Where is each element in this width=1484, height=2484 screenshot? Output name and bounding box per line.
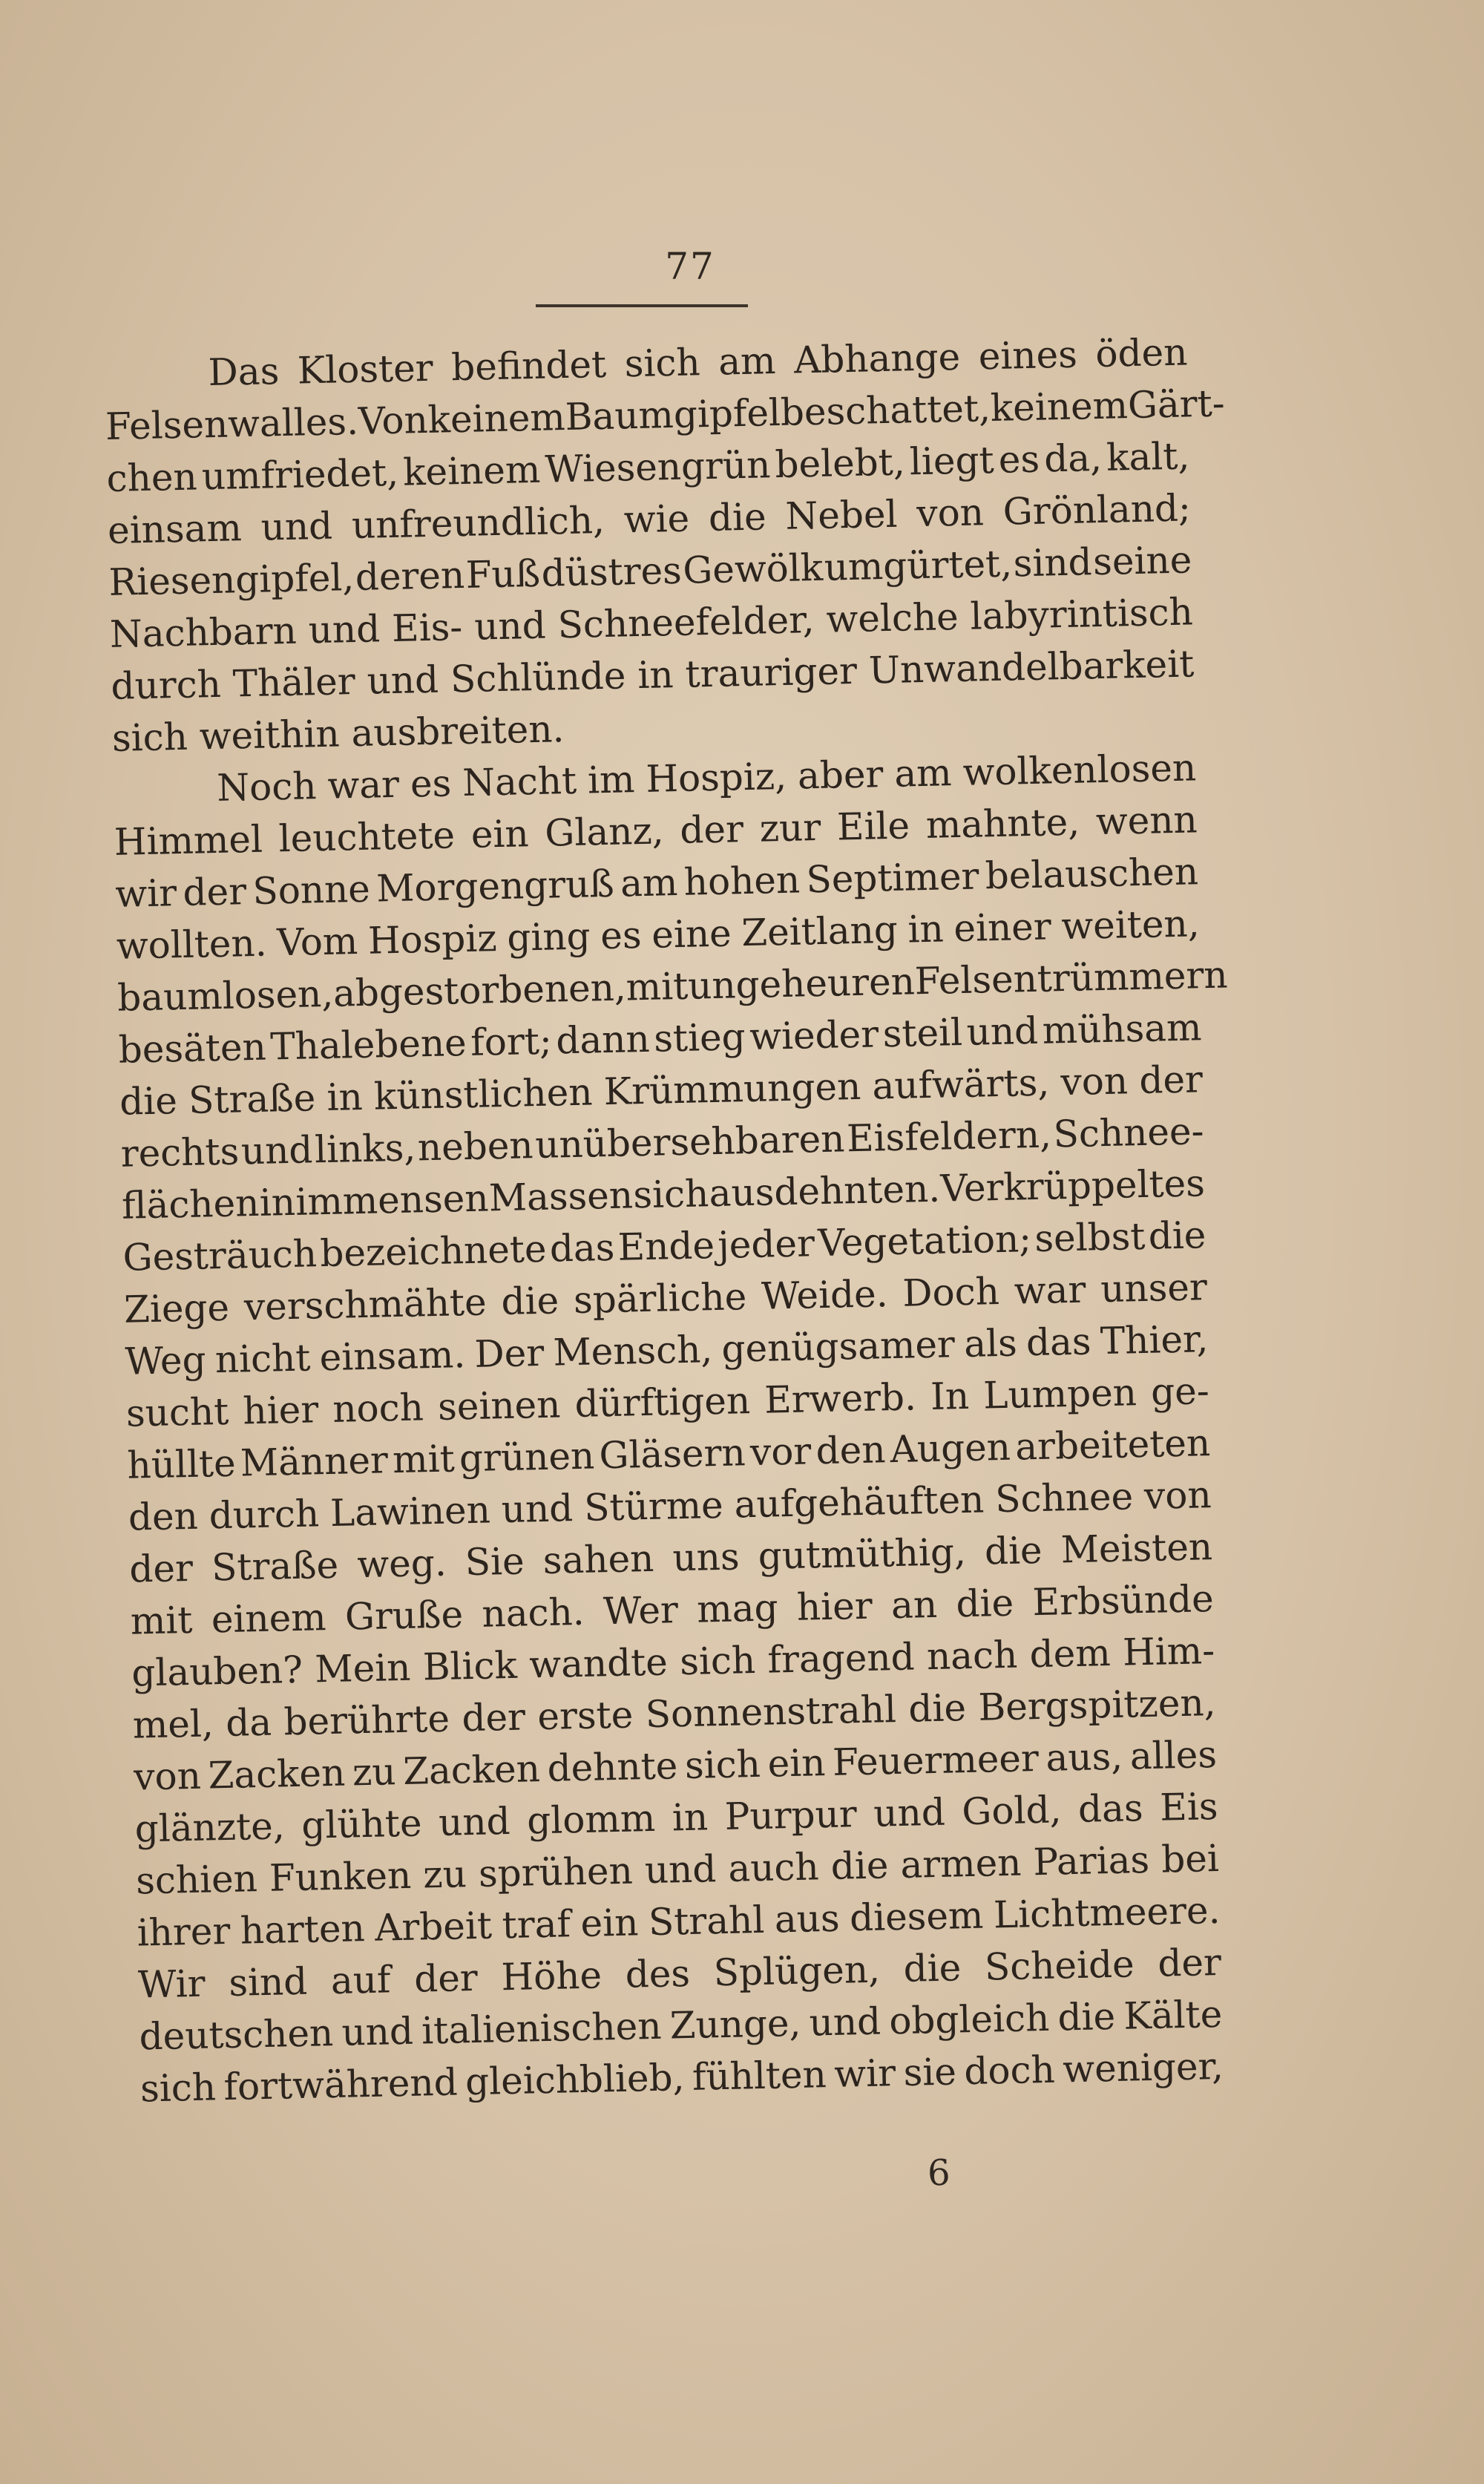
word: die <box>955 1581 1014 1626</box>
word: hohen <box>683 858 801 904</box>
word: die <box>1148 1213 1206 1258</box>
word: sucht <box>125 1389 229 1435</box>
word: Weg <box>124 1338 207 1383</box>
word: ging <box>506 914 591 960</box>
word: Nebel <box>784 492 899 538</box>
word: auf <box>330 1958 392 2003</box>
word: Sonnenstrahl <box>645 1688 897 1737</box>
word: von <box>133 1754 202 1799</box>
word: sich <box>632 1172 709 1217</box>
word: die <box>1057 1994 1116 2039</box>
word: am <box>620 860 678 905</box>
word: Morgengruß <box>375 862 615 911</box>
word: eine <box>651 911 732 957</box>
word: hier <box>242 1388 319 1433</box>
word: Zacken <box>402 1747 541 1793</box>
word: beschattet, <box>780 386 991 434</box>
word: Him- <box>1122 1629 1215 1674</box>
word: Erbsünde <box>1031 1577 1215 1625</box>
word: kalt, <box>1106 434 1190 479</box>
word: ihrer <box>137 1909 231 1955</box>
word: Lumpen <box>982 1371 1137 1418</box>
word: wir <box>833 2051 896 2096</box>
word: und <box>501 1487 574 1532</box>
word: glomm <box>526 1796 656 1843</box>
word: Himmel <box>114 817 263 864</box>
word: und <box>438 1799 511 1844</box>
word: unser <box>1100 1265 1208 1311</box>
word: sich <box>624 341 701 386</box>
word: mit <box>626 964 689 1009</box>
word: und <box>644 1847 717 1893</box>
page-number: 77 <box>665 245 715 288</box>
word: Purpur <box>724 1792 858 1838</box>
word: Thäler <box>232 660 356 706</box>
word: Kloster <box>297 346 434 393</box>
word: Schnee- <box>1053 1110 1204 1156</box>
word: öden <box>1094 330 1188 376</box>
word: Höhe <box>500 1953 603 1999</box>
word: deutschen <box>139 2011 334 2059</box>
word: wolkenlosen <box>962 746 1197 794</box>
word: in <box>907 907 945 951</box>
word: war <box>1014 1268 1086 1313</box>
word: ungeheuren <box>687 960 916 1008</box>
word: italienischen <box>421 2004 663 2053</box>
word: Feuermeer <box>832 1737 1040 1784</box>
word: der <box>461 1695 526 1740</box>
word: Sie <box>464 1539 525 1585</box>
word: der <box>1138 1058 1204 1102</box>
word: Zunge, <box>669 2001 801 2048</box>
word: immensen <box>295 1176 490 1224</box>
word: wandte <box>528 1640 669 1687</box>
word: fortwährend <box>223 2060 459 2109</box>
word: Massen <box>488 1173 634 1220</box>
paragraph-2 <box>113 741 1229 2114</box>
word: Nachbarn <box>109 609 298 656</box>
word: als <box>963 1321 1018 1366</box>
word: wir <box>114 871 177 916</box>
word: es <box>600 914 643 958</box>
word: das <box>549 1225 615 1271</box>
word: Wer <box>603 1588 679 1633</box>
word: auch <box>727 1845 820 1890</box>
word: umfriedet, <box>201 450 399 499</box>
word: und <box>341 2009 414 2054</box>
word: dehnte <box>547 1744 678 1790</box>
word: doch <box>963 2048 1056 2094</box>
word: eines <box>978 332 1078 379</box>
word: weniger, <box>1062 2044 1224 2091</box>
word: aufgehäuften <box>734 1478 985 1527</box>
word: und <box>240 1128 313 1173</box>
word: Schneefelder, <box>557 598 815 647</box>
word: am <box>893 751 953 796</box>
word: und <box>809 1999 881 2045</box>
word: Bergspitzen, <box>977 1681 1217 1729</box>
word: welche <box>825 594 959 641</box>
word: die <box>903 1946 962 1990</box>
word: Meisten <box>1060 1525 1213 1572</box>
word: aus, <box>1045 1734 1123 1780</box>
word: unfreundlich, <box>351 498 605 548</box>
word: Gärt- <box>1127 381 1226 427</box>
word: Felsenwalles. <box>105 399 359 448</box>
word: Gläsern <box>598 1431 746 1478</box>
word: Parias <box>1032 1838 1150 1884</box>
word: diesem <box>849 1893 984 1940</box>
word: Weide. <box>761 1272 889 1318</box>
word: sie <box>902 2050 957 2094</box>
word: obgleich <box>888 1996 1050 2043</box>
word: sich <box>679 1639 756 1684</box>
word: weiten, <box>1060 902 1201 948</box>
word: alles <box>1129 1733 1218 1778</box>
word: steil <box>882 1010 963 1056</box>
word: der <box>128 1546 194 1591</box>
word: einsam. <box>319 1333 466 1380</box>
word: des <box>625 1951 691 1996</box>
word: ausbreiten. <box>350 707 565 756</box>
word: Hospiz, <box>645 754 787 801</box>
word: Abhange <box>793 335 961 382</box>
word: Eile <box>836 804 910 849</box>
word: Hospiz <box>367 917 498 963</box>
word: Gewölk <box>682 545 824 592</box>
word: besäten <box>118 1025 267 1072</box>
word: trauriger <box>684 649 858 696</box>
word: in <box>637 653 674 698</box>
word: die <box>500 1279 559 1324</box>
word: aber <box>797 753 884 798</box>
word: glänzte, <box>134 1804 286 1851</box>
word: Verkrüppeltes <box>939 1161 1206 1210</box>
word: dürftigen <box>574 1379 751 1426</box>
word: Straße <box>188 1076 316 1122</box>
word: ausdehnten. <box>709 1167 941 1216</box>
word: Grönland; <box>1002 486 1192 534</box>
word: Männer <box>240 1438 389 1485</box>
word: Noch <box>216 764 318 810</box>
word: bei <box>1160 1836 1220 1881</box>
word: Vegetation; <box>817 1217 1032 1265</box>
word: die <box>984 1528 1043 1573</box>
word: gutmüthig, <box>758 1530 967 1578</box>
word: da <box>225 1700 272 1745</box>
word: traf <box>502 1902 571 1947</box>
word: rechts <box>120 1130 240 1176</box>
word: in <box>672 1795 709 1840</box>
word: weithin <box>199 712 341 758</box>
word: keinem <box>402 448 541 494</box>
word: belebt, <box>774 440 906 487</box>
word: die <box>907 1686 967 1731</box>
word: arbeiteten <box>1014 1421 1211 1469</box>
word: aufwärts, <box>871 1061 1050 1108</box>
word: mit <box>392 1437 456 1482</box>
word: Splügen, <box>713 1947 881 1995</box>
word: Wiesengrün <box>544 443 771 491</box>
word: der <box>679 807 744 852</box>
word: zu <box>352 1750 397 1795</box>
word: einsam <box>107 506 243 552</box>
word: befindet <box>450 342 607 390</box>
word: In <box>930 1374 970 1418</box>
word: Zeitlang <box>741 908 899 955</box>
word: links, <box>314 1126 416 1172</box>
word: und <box>873 1790 946 1835</box>
word: Septimer <box>805 854 979 902</box>
word: wie <box>623 497 690 542</box>
word: Eis- <box>391 605 463 650</box>
word: Gesträuch <box>122 1232 318 1279</box>
word: der <box>182 870 247 914</box>
word: grünen <box>459 1434 595 1481</box>
body-text <box>104 326 1229 2114</box>
word: sich <box>111 715 188 760</box>
word: und <box>260 504 333 549</box>
word: Augen <box>890 1425 1011 1472</box>
word: wenn <box>1095 798 1198 844</box>
word: Unwandelbarkeit <box>868 642 1195 692</box>
word: von <box>1143 1473 1212 1518</box>
word: glühte <box>301 1801 423 1847</box>
word: Gruße <box>344 1593 464 1639</box>
word: Riesengipfel, <box>108 556 355 604</box>
word: aus <box>774 1896 841 1941</box>
word: sich <box>684 1742 761 1788</box>
word: das <box>1077 1786 1144 1831</box>
word: Mensch, <box>552 1328 713 1374</box>
word: ein <box>580 1901 639 1946</box>
word: und <box>308 607 381 652</box>
word: durch <box>209 1492 320 1538</box>
word: wollten. <box>116 921 268 968</box>
word: leuchtete <box>278 813 456 861</box>
word: und <box>366 658 439 703</box>
word: fühlten <box>692 2053 827 2099</box>
word: harten <box>240 1907 366 1953</box>
word: einem <box>211 1596 327 1642</box>
word: gleichblieb, <box>464 2056 685 2104</box>
word: stieg <box>653 1015 746 1061</box>
word: war <box>326 762 400 807</box>
word: Thalebene <box>269 1020 467 1069</box>
word: uns <box>672 1535 741 1580</box>
word: es <box>410 761 452 806</box>
word: der <box>1157 1940 1222 1985</box>
word: in <box>326 1075 364 1119</box>
word: belauschen <box>985 850 1199 898</box>
word: armen <box>899 1841 1022 1887</box>
word: Stürme <box>583 1483 724 1530</box>
word: glauben? <box>131 1648 303 1695</box>
word: Straße <box>211 1543 339 1590</box>
word: das <box>1025 1320 1092 1365</box>
word: Thier, <box>1100 1317 1209 1363</box>
word: Sonne <box>252 867 371 913</box>
word: erste <box>536 1693 634 1739</box>
word: hier <box>796 1584 873 1629</box>
word: umgürtet, <box>824 542 1013 589</box>
word: mühsam <box>1042 1006 1202 1052</box>
word: nach <box>926 1633 1018 1679</box>
word: Lawinen <box>329 1488 491 1535</box>
word: labyrintisch <box>970 590 1194 638</box>
word: Eis <box>1159 1784 1218 1829</box>
word: Fuß <box>465 551 541 597</box>
word: abgestorbenen, <box>332 966 627 1015</box>
word: von <box>1060 1059 1129 1104</box>
word: berührte <box>283 1697 450 1744</box>
word: Funken <box>269 1853 412 1900</box>
word: und <box>473 603 547 649</box>
word: Schlünde <box>450 654 626 701</box>
word: in <box>259 1180 296 1225</box>
word: liegt <box>909 438 995 484</box>
word: unübersehbaren <box>534 1117 845 1167</box>
word: den <box>815 1428 887 1473</box>
word: Schnee <box>994 1475 1134 1521</box>
word: da, <box>1043 436 1103 481</box>
word: selbst <box>1034 1214 1146 1260</box>
word: von <box>916 491 985 536</box>
word: ein <box>470 812 530 856</box>
word: sich <box>139 2065 217 2111</box>
word: Wir <box>137 1962 206 2007</box>
word: baumlosen, <box>116 971 334 1020</box>
word: sind <box>1013 540 1093 586</box>
word: Felsentrümmern <box>914 953 1229 1003</box>
word: Gold, <box>961 1788 1062 1834</box>
word: Mein <box>314 1645 411 1691</box>
word: Baumgipfel <box>565 390 781 439</box>
word: mit <box>130 1598 194 1643</box>
word: Nacht <box>462 758 577 805</box>
word: Zacken <box>207 1751 346 1798</box>
word: fragend <box>766 1635 916 1682</box>
word: im <box>587 758 636 802</box>
word: künstlichen <box>373 1070 594 1118</box>
word: der <box>413 1956 479 2001</box>
header-rule <box>536 304 748 307</box>
word: Lichtmeere. <box>993 1888 1221 1937</box>
word: chen <box>106 455 198 500</box>
paragraph-1 <box>104 326 1226 764</box>
word: sprühen <box>478 1849 634 1895</box>
word: Das <box>208 350 280 395</box>
word: ein <box>766 1741 826 1786</box>
word: flächen <box>121 1181 260 1228</box>
word: Krümmungen <box>603 1064 861 1114</box>
word: zur <box>759 805 821 851</box>
word: Ziege <box>123 1285 230 1331</box>
word: bezeichnete <box>319 1227 548 1276</box>
word: an <box>890 1582 938 1628</box>
word: Arbeit <box>374 1904 493 1950</box>
word: jeder <box>717 1222 815 1267</box>
word: mahnte, <box>925 800 1080 847</box>
word: es <box>998 437 1040 482</box>
word: ge- <box>1150 1369 1210 1414</box>
word: fort; <box>470 1019 553 1064</box>
word: Ende <box>617 1224 715 1269</box>
word: keinem <box>990 384 1129 430</box>
word: wieder <box>749 1012 879 1058</box>
word: nach. <box>481 1590 585 1636</box>
word: vor <box>749 1429 812 1475</box>
word: deren <box>355 553 465 599</box>
word: Glanz, <box>544 809 665 855</box>
word: weg. <box>356 1541 447 1587</box>
word: mel, <box>132 1702 214 1747</box>
word: schien <box>135 1857 258 1903</box>
word: Vom <box>276 920 358 965</box>
word: dann <box>555 1017 651 1063</box>
word: Kälte <box>1123 1992 1223 2038</box>
word: sahen <box>542 1536 654 1582</box>
word: genügsamer <box>720 1323 956 1371</box>
word: sind <box>228 1959 308 2005</box>
word: die <box>119 1079 178 1124</box>
word: verschmähte <box>243 1280 487 1329</box>
word: spärliche <box>573 1275 747 1323</box>
word: den <box>128 1494 199 1539</box>
word: Eisfeldern, <box>846 1112 1052 1161</box>
word: und <box>966 1009 1039 1054</box>
word: Der <box>473 1331 545 1376</box>
signature-mark: 6 <box>927 2152 951 2195</box>
word: düstres <box>541 548 683 595</box>
word: die <box>830 1844 889 1888</box>
word: durch <box>110 662 222 708</box>
word: Strahl <box>648 1898 765 1944</box>
word: neben <box>417 1124 534 1170</box>
word: mag <box>696 1586 779 1631</box>
word: einer <box>953 905 1052 951</box>
word: dem <box>1029 1631 1112 1677</box>
word: nicht <box>214 1336 311 1382</box>
word: seinen <box>437 1383 561 1429</box>
word: noch <box>332 1386 424 1431</box>
word: keinem <box>427 396 566 442</box>
word: Von <box>358 398 429 443</box>
word: Erwerb. <box>764 1375 917 1422</box>
word: hüllte <box>126 1441 237 1487</box>
word: Doch <box>902 1270 1000 1315</box>
word: Scheide <box>984 1942 1135 1989</box>
word: Blick <box>422 1643 518 1689</box>
word: am <box>718 339 777 384</box>
word: seine <box>1092 538 1192 584</box>
word: zu <box>422 1852 467 1897</box>
word: die <box>708 495 767 540</box>
